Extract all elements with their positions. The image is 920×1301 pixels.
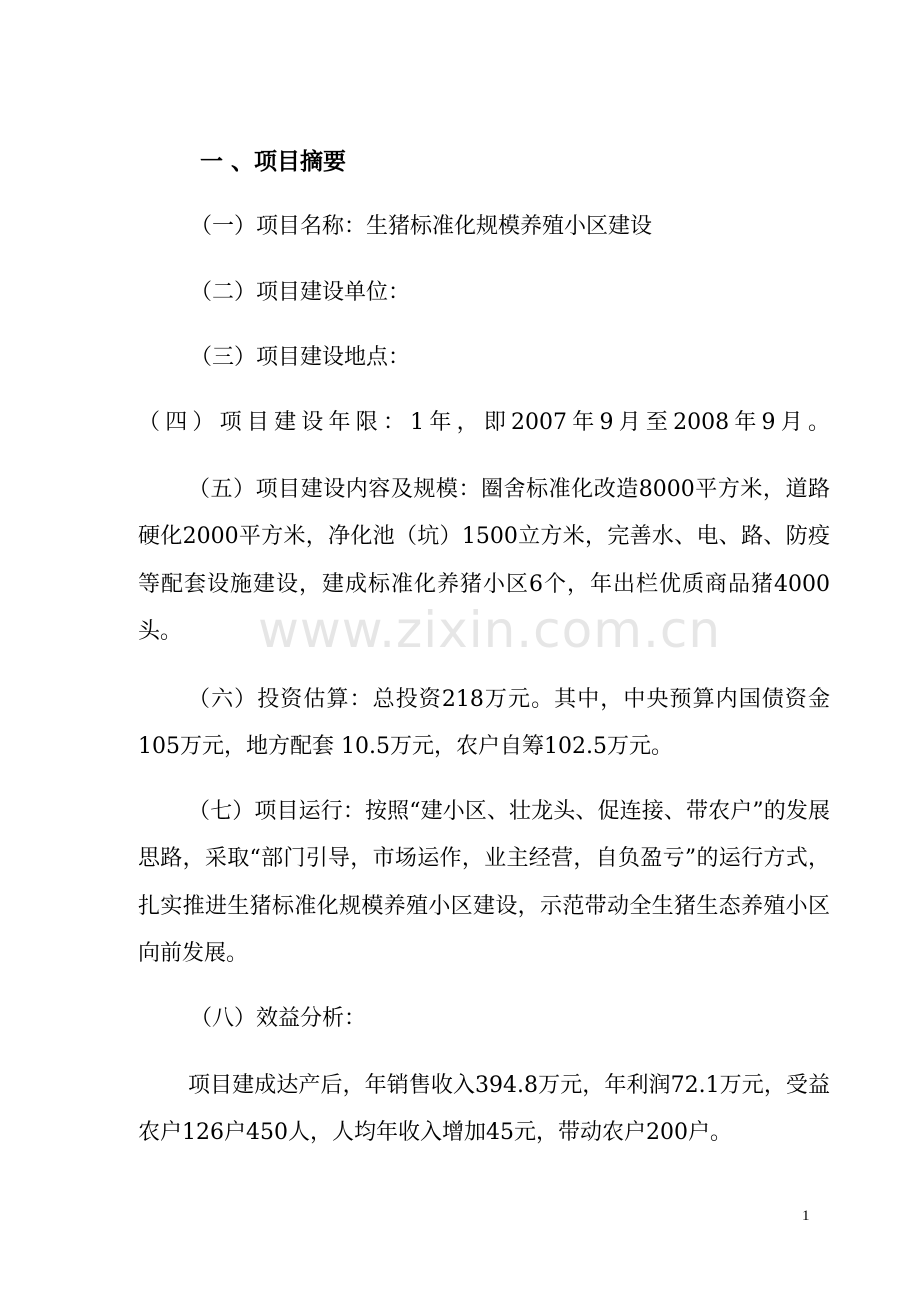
item-investment-estimate: [138, 676, 830, 771]
item-benefit-analysis: （八）效益分析：: [190, 1006, 367, 1031]
item-project-operation: [138, 788, 830, 977]
item-construction-scope: [138, 466, 830, 655]
paragraph-text: （五）项目建设内容及规模：圈舍标准化改造8000平方米，道路硬化2000平方米，净化池（坑）1500立方米，完善水、电、路、防疫等配套设施建设，建成标准化养猪小区6个，年出栏优质商品猪4000头。: [138, 477, 830, 644]
watermark: www.zixin.com.cn: [258, 601, 722, 659]
benefit-analysis-body: [138, 1062, 830, 1157]
section-heading: 一 、项目摘要: [200, 149, 347, 175]
paragraph-text: （六）投资估算：总投资218万元。其中，中央预算内国债资金105万元，地方配套 10.5万元，农户自筹102.5万元。: [138, 687, 830, 760]
item-construction-site: （三）项目建设地点：: [190, 345, 411, 370]
item-construction-period: （四）项目建设年限：1年，即2007年9月至2008年9月。: [138, 410, 830, 435]
paragraph-text: 项目建成达产后，年销售收入394.8万元，年利润72.1万元，受益农户126户450人，人均年收入增加45元，带动农户200户。: [138, 1073, 830, 1146]
paragraph-text: （七）项目运行：按照“建小区、壮龙头、促连接、带农户”的发展思路，采取“部门引导，市场运作，业主经营，自负盈亏”的运行方式，扎实推进生猪标准化规模养殖小区建设，示范带动全生猪生态养殖小区向前发展。: [138, 799, 830, 966]
item-project-name: （一）项目名称：生猪标准化规模养殖小区建设: [190, 214, 653, 239]
item-construction-unit: （二）项目建设单位：: [190, 280, 411, 305]
page-number: 1: [802, 1208, 810, 1224]
